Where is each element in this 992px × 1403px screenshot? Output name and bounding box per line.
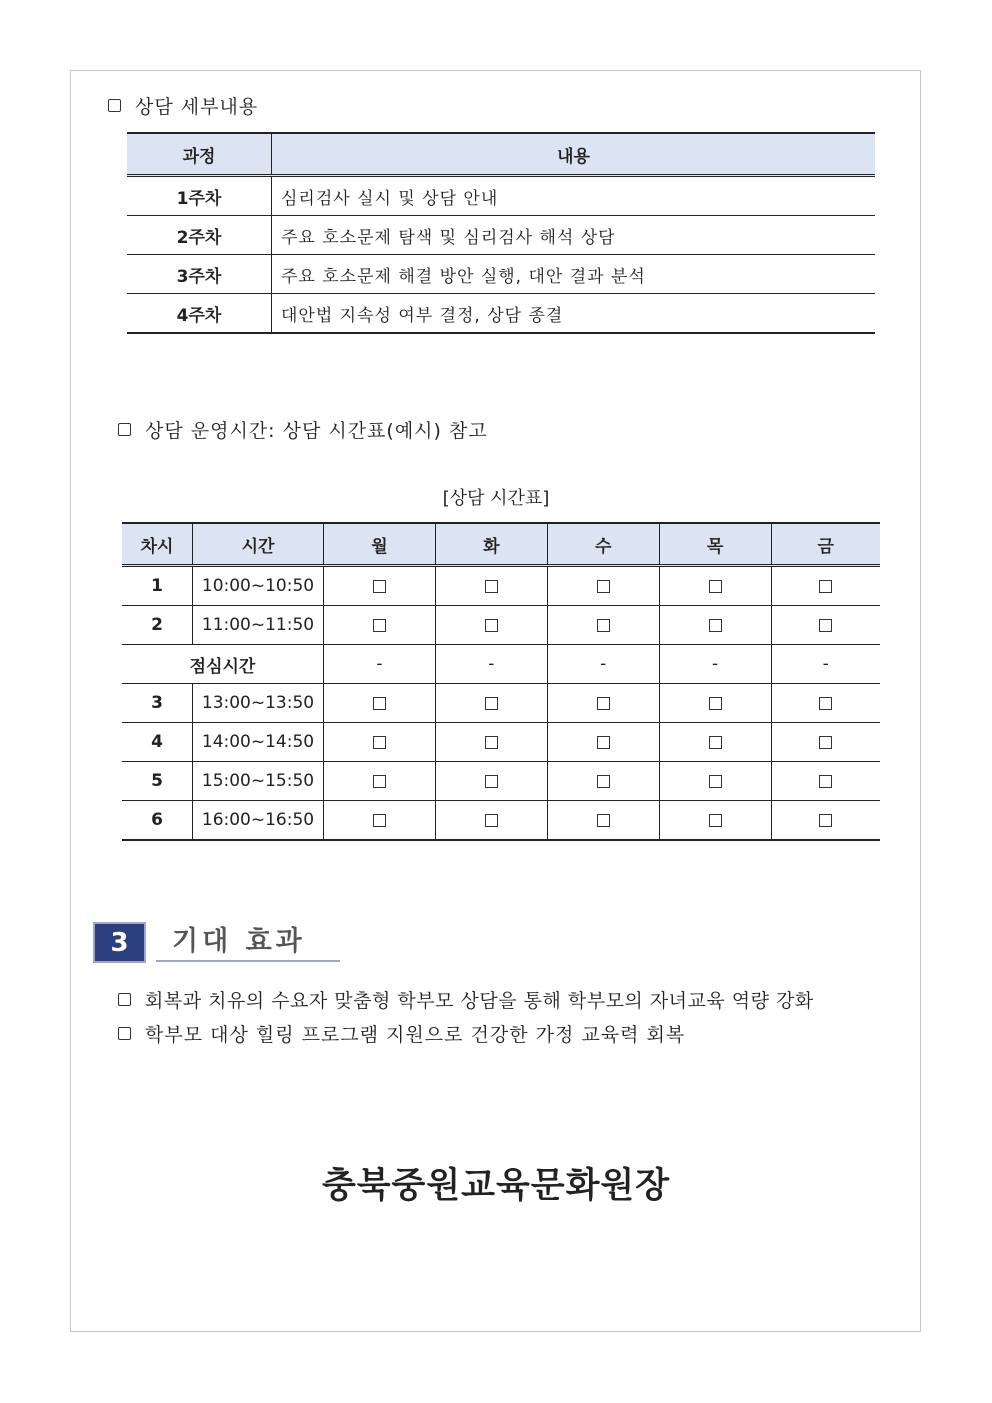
table-row: [127, 216, 875, 255]
header-process: 과정: [127, 133, 272, 176]
dash-cell: -: [435, 645, 547, 684]
checkbox-icon: [118, 1027, 131, 1040]
session-cell: 6: [122, 801, 193, 841]
checkbox[interactable]: [485, 814, 498, 827]
schedule-header-row: [122, 523, 880, 566]
checkbox[interactable]: [373, 736, 386, 749]
content-cell: 심리검사 실시 및 상담 안내: [272, 176, 876, 216]
time-cell: 16:00~16:50: [193, 801, 324, 841]
checkbox[interactable]: [819, 697, 832, 710]
section-number-badge: 3: [93, 922, 146, 963]
week-cell: 1주차: [127, 176, 272, 216]
checkbox[interactable]: [709, 619, 722, 632]
table-row: [122, 762, 880, 801]
schedule-table: [122, 522, 880, 841]
table-row: [127, 176, 875, 216]
hours-bullet: [118, 416, 488, 443]
time-cell: 14:00~14:50: [193, 723, 324, 762]
checkbox-icon: [118, 993, 131, 1006]
session-cell: 1: [122, 566, 193, 606]
detail-label: 상담 세부내용: [135, 96, 259, 118]
checkbox[interactable]: [819, 619, 832, 632]
checkbox[interactable]: [485, 580, 498, 593]
checkbox[interactable]: [597, 580, 610, 593]
checkbox[interactable]: [373, 580, 386, 593]
session-cell: 5: [122, 762, 193, 801]
schedule-caption: [상담 시간표]: [442, 488, 550, 509]
checkbox[interactable]: [373, 619, 386, 632]
checkbox-icon: [118, 423, 131, 436]
table-row: [122, 723, 880, 762]
checkbox[interactable]: [597, 814, 610, 827]
lunch-row: [122, 645, 880, 684]
time-cell: 10:00~10:50: [193, 566, 324, 606]
section-title: 기대 효과: [156, 922, 340, 962]
header-fri: 금: [771, 523, 880, 566]
checkbox[interactable]: [709, 580, 722, 593]
time-cell: 13:00~13:50: [193, 684, 324, 723]
effect-text: 회복과 치유의 수요자 맞춤형 학부모 상담을 통해 학부모의 자녀교육 역량 강화: [145, 990, 814, 1012]
header-tue: 화: [435, 523, 547, 566]
header-wed: 수: [547, 523, 659, 566]
checkbox-icon: [108, 99, 121, 112]
content-cell: 주요 호소문제 해결 방안 실행, 대안 결과 분석: [272, 255, 876, 294]
dash-cell: -: [659, 645, 771, 684]
header-content: 내용: [272, 133, 876, 176]
checkbox[interactable]: [373, 697, 386, 710]
dash-cell: -: [324, 645, 436, 684]
effect-bullet: [118, 1020, 685, 1047]
checkbox[interactable]: [597, 775, 610, 788]
week-cell: 2주차: [127, 216, 272, 255]
session-cell: 3: [122, 684, 193, 723]
time-cell: 11:00~11:50: [193, 606, 324, 645]
signature: 충북중원교육문화원장: [321, 1165, 671, 1206]
header-session: 차시: [122, 523, 193, 566]
table-row: [122, 606, 880, 645]
checkbox[interactable]: [485, 697, 498, 710]
checkbox[interactable]: [597, 736, 610, 749]
table-row: [122, 684, 880, 723]
checkbox[interactable]: [709, 736, 722, 749]
content-cell: 주요 호소문제 탐색 및 심리검사 해석 상담: [272, 216, 876, 255]
dash-cell: -: [771, 645, 880, 684]
table-row: [127, 294, 875, 334]
table-row: [122, 566, 880, 606]
checkbox[interactable]: [485, 619, 498, 632]
checkbox[interactable]: [819, 775, 832, 788]
dash-cell: -: [547, 645, 659, 684]
table-row: [127, 255, 875, 294]
lunch-cell: 점심시간: [122, 645, 324, 684]
effect-bullet: [118, 986, 814, 1013]
content-cell: 대안법 지속성 여부 결정, 상담 종결: [272, 294, 876, 334]
time-cell: 15:00~15:50: [193, 762, 324, 801]
checkbox[interactable]: [597, 697, 610, 710]
header-mon: 월: [324, 523, 436, 566]
detail-bullet: [108, 92, 258, 119]
checkbox[interactable]: [709, 775, 722, 788]
checkbox[interactable]: [709, 814, 722, 827]
checkbox[interactable]: [373, 814, 386, 827]
checkbox[interactable]: [819, 580, 832, 593]
checkbox[interactable]: [819, 736, 832, 749]
header-time: 시간: [193, 523, 324, 566]
week-cell: 4주차: [127, 294, 272, 334]
header-thu: 목: [659, 523, 771, 566]
checkbox[interactable]: [485, 736, 498, 749]
detail-table: [127, 132, 875, 334]
checkbox[interactable]: [373, 775, 386, 788]
checkbox[interactable]: [597, 619, 610, 632]
effect-text: 학부모 대상 힐링 프로그램 지원으로 건강한 가정 교육력 회복: [145, 1024, 686, 1046]
session-cell: 2: [122, 606, 193, 645]
detail-header-row: [127, 133, 875, 176]
week-cell: 3주차: [127, 255, 272, 294]
checkbox[interactable]: [709, 697, 722, 710]
hours-label: 상담 운영시간: 상담 시간표(예시) 참고: [145, 420, 488, 442]
session-cell: 4: [122, 723, 193, 762]
table-row: [122, 801, 880, 841]
checkbox[interactable]: [819, 814, 832, 827]
checkbox[interactable]: [485, 775, 498, 788]
